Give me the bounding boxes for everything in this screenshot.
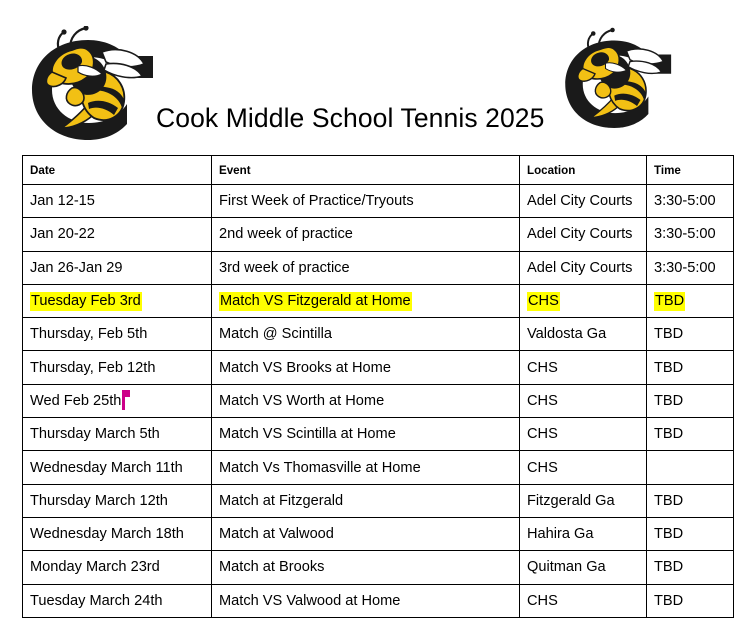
cell-text: 3:30-5:00 <box>654 226 716 243</box>
cell-date <box>23 451 212 484</box>
cell-time <box>647 584 734 617</box>
cell-text: TBD <box>654 392 684 409</box>
cell-text: Thursday March 5th <box>30 426 160 443</box>
cell-time <box>647 284 734 317</box>
table-body <box>23 185 734 618</box>
cell-location <box>520 418 647 451</box>
cell-text: TBD <box>654 592 684 609</box>
cell-time <box>647 517 734 550</box>
cell-text: Fitzgerald Ga <box>527 492 615 509</box>
yellowjacket-c-icon <box>26 26 154 142</box>
cell-date <box>23 384 212 417</box>
cell-text: Thursday, Feb 5th <box>30 326 148 343</box>
cell-text: Jan 26-Jan 29 <box>30 259 123 276</box>
cell-date <box>23 218 212 251</box>
cell-text: Wednesday March 18th <box>30 526 184 543</box>
cell-text: Adel City Courts <box>527 259 633 276</box>
cell-text: Match VS Valwood at Home <box>219 592 401 609</box>
cell-text: TBD <box>654 426 684 443</box>
cell-date <box>23 351 212 384</box>
cell-date <box>23 584 212 617</box>
table-row <box>23 484 734 517</box>
page-title: Cook Middle School Tennis 2025 <box>156 103 545 133</box>
cell-time <box>647 185 734 218</box>
school-logo-left <box>26 26 154 142</box>
cell-text: Valdosta Ga <box>527 326 607 343</box>
table-row <box>23 584 734 617</box>
cell-text: TBD <box>655 293 685 310</box>
cell-location <box>520 284 647 317</box>
cell-event <box>212 418 520 451</box>
cell-text: Match at Brooks <box>219 559 325 576</box>
cell-text: TBD <box>654 359 684 376</box>
table-row <box>23 517 734 550</box>
cell-date <box>23 517 212 550</box>
table-row <box>23 418 734 451</box>
cell-text: CHS <box>527 392 558 409</box>
cell-text: Thursday, Feb 12th <box>30 359 156 376</box>
cell-date <box>23 284 212 317</box>
cell-text: Match VS Fitzgerald at Home <box>220 293 411 310</box>
cell-location <box>520 451 647 484</box>
cell-event <box>212 218 520 251</box>
column-header-date: Date <box>23 156 212 185</box>
cell-text: CHS <box>527 459 558 476</box>
table-row <box>23 251 734 284</box>
column-header-event: Event <box>212 156 520 185</box>
cell-text: Adel City Courts <box>527 193 633 210</box>
table-row <box>23 351 734 384</box>
cell-time <box>647 384 734 417</box>
cell-event <box>212 284 520 317</box>
table-row <box>23 284 734 317</box>
cell-text: CHS <box>528 293 559 310</box>
cell-text: Wed Feb 25th <box>30 392 122 409</box>
cell-text: Thursday March 12th <box>30 492 168 509</box>
cell-location <box>520 384 647 417</box>
cell-text: Match at Valwood <box>219 526 334 543</box>
cell-time <box>647 551 734 584</box>
cell-text: TBD <box>654 526 684 543</box>
cell-date <box>23 318 212 351</box>
table-row <box>23 318 734 351</box>
cell-text: Match VS Brooks at Home <box>219 359 391 376</box>
cell-text: Match @ Scintilla <box>219 326 332 343</box>
schedule-table <box>22 155 734 618</box>
cell-event <box>212 251 520 284</box>
cell-date <box>23 551 212 584</box>
table-header <box>23 156 734 185</box>
cell-event <box>212 451 520 484</box>
cell-location <box>520 218 647 251</box>
column-header-time: Time <box>647 156 734 185</box>
cell-location <box>520 584 647 617</box>
cell-text: Match at Fitzgerald <box>219 492 344 509</box>
cell-event <box>212 185 520 218</box>
cell-location <box>520 318 647 351</box>
cell-text: Quitman Ga <box>527 559 606 576</box>
yellowjacket-c-icon <box>560 26 672 132</box>
table-row <box>23 218 734 251</box>
cell-event <box>212 517 520 550</box>
table-row <box>23 451 734 484</box>
cell-text: CHS <box>527 592 558 609</box>
school-logo-right <box>560 26 672 132</box>
cell-event <box>212 318 520 351</box>
cell-text: TBD <box>654 492 684 509</box>
cell-date <box>23 484 212 517</box>
cell-text: Adel City Courts <box>527 226 633 243</box>
cell-event <box>212 484 520 517</box>
cell-date <box>23 185 212 218</box>
cell-location <box>520 551 647 584</box>
cell-text: 2nd week of practice <box>219 226 353 243</box>
cell-date <box>23 418 212 451</box>
cell-text: CHS <box>527 426 558 443</box>
schedule-table-container <box>22 155 733 618</box>
cell-text: TBD <box>654 559 684 576</box>
cell-text: TBD <box>654 326 684 343</box>
cell-text: Monday March 23rd <box>30 559 160 576</box>
cell-event <box>212 551 520 584</box>
document-header <box>0 0 756 150</box>
cell-location <box>520 484 647 517</box>
cell-location <box>520 351 647 384</box>
cell-time <box>647 484 734 517</box>
cell-text: Jan 20-22 <box>30 226 95 243</box>
cell-text: First Week of Practice/Tryouts <box>219 193 414 210</box>
cell-text: Hahira Ga <box>527 526 594 543</box>
cell-date <box>23 251 212 284</box>
cell-text: Match VS Worth at Home <box>219 392 385 409</box>
cell-event <box>212 584 520 617</box>
column-header-location: Location <box>520 156 647 185</box>
cell-time <box>647 418 734 451</box>
table-row <box>23 185 734 218</box>
cell-location <box>520 185 647 218</box>
table-row <box>23 384 734 417</box>
cell-text: Tuesday Feb 3rd <box>31 293 141 310</box>
cell-location <box>520 251 647 284</box>
cell-event <box>212 351 520 384</box>
cell-location <box>520 517 647 550</box>
cell-text: CHS <box>527 359 558 376</box>
cell-text: Wednesday March 11th <box>30 459 183 476</box>
cell-time <box>647 251 734 284</box>
cell-text: 3:30-5:00 <box>654 259 716 276</box>
cell-time <box>647 351 734 384</box>
cell-text: Match VS Scintilla at Home <box>219 426 396 443</box>
cell-time <box>647 451 734 484</box>
table-row <box>23 551 734 584</box>
cell-text: Jan 12-15 <box>30 193 95 210</box>
cell-time <box>647 218 734 251</box>
cell-text: 3rd week of practice <box>219 259 350 276</box>
cell-text: 3:30-5:00 <box>654 193 716 210</box>
table-header-row <box>23 156 734 185</box>
cell-time <box>647 318 734 351</box>
cell-event <box>212 384 520 417</box>
cell-text: Tuesday March 24th <box>30 592 163 609</box>
cell-text: Match Vs Thomasville at Home <box>219 459 421 476</box>
caret-flag <box>125 390 130 397</box>
